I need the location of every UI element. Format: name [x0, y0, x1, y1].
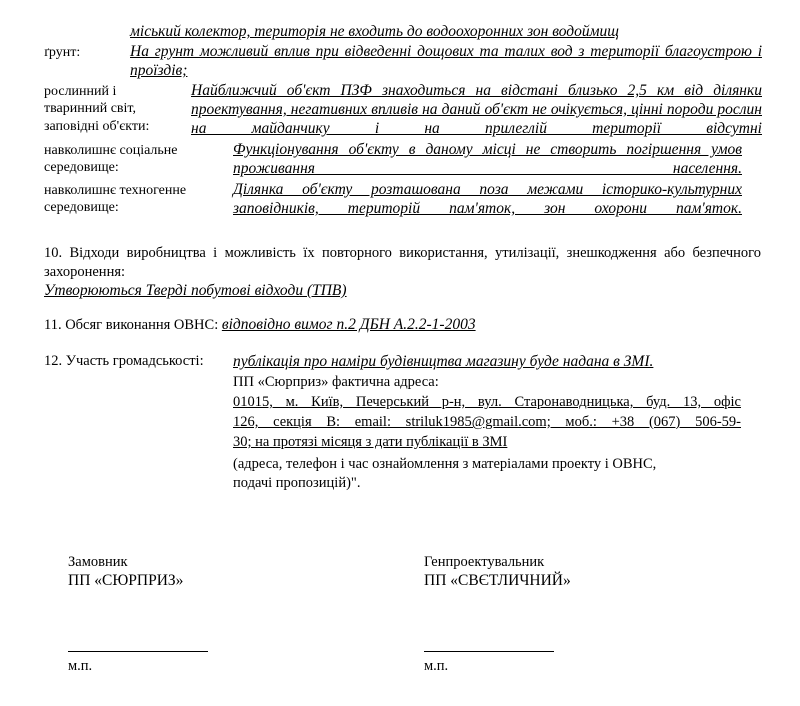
- flora-label-3: заповідні об'єкти:: [44, 119, 150, 134]
- item12-line-3: 126, секція В: email: striluk1985@gmail.com; моб.: +38 (067) 506-59-: [233, 414, 741, 430]
- item12-line-5: (адреса, телефон і час ознайомлення з матеріалами проекту і ОВНС,: [233, 456, 657, 472]
- customer-org: ПП «СЮРПРИЗ»: [68, 572, 184, 589]
- flora-label-1: рослинний і: [44, 84, 117, 99]
- flora-text: Найближчий об'єкт ПЗФ знаходиться на відстані близько 2,5 км від ділянки проектування, негативних впливів на даний об'єкт не очікується, цінні породи рослин на майданчику і на прилеглій території відсутні: [191, 82, 762, 137]
- social-label-1: навколишнє соціальне: [44, 143, 178, 158]
- customer-signature-line: [68, 651, 208, 652]
- designer-org: ПП «СВЄТЛИЧНИЙ»: [424, 572, 571, 589]
- item12-line-2: 01015, м. Київ, Печерський р-н, вул. Старонаводницька, буд. 13, офіс: [233, 394, 741, 410]
- soil-label: ґрунт:: [44, 45, 81, 60]
- item12-label: 12. Участь громадськості:: [44, 353, 204, 369]
- item11-row: [44, 315, 476, 335]
- item12-line-4: 30; на протязі місяця з дати публікації в ЗМІ: [233, 434, 508, 450]
- social-text: Функціонування об'єкту в даному місці не створить погіршення умов проживання населення.: [233, 141, 742, 177]
- top-continuation-text: міський колектор, територія не входить до водоохоронних зон водоймищ: [130, 23, 619, 40]
- item12-answer: публікація про наміри будівництва магазину буде надана в ЗМІ.: [233, 353, 654, 370]
- customer-stamp-label: м.п.: [68, 658, 93, 674]
- customer-role: Замовник: [68, 554, 128, 570]
- flora-label-2: тваринний світ,: [44, 101, 136, 116]
- social-label-2: середовище:: [44, 160, 119, 175]
- designer-role: Генпроектувальник: [424, 554, 545, 570]
- soil-text: На грунт можливий вплив при відведенні дощових та талих вод з території благоустрою і проїздів;: [130, 43, 762, 79]
- technogenic-label-2: середовище:: [44, 200, 119, 215]
- technogenic-label-1: навколишнє техногенне: [44, 183, 187, 198]
- item10-answer: Утворюються Тверді побутові відходи (ТПВ): [44, 282, 347, 299]
- item11-answer: відповідно вимог п.2 ДБН А.2.2-1-2003: [221, 316, 476, 333]
- item12-line-1: ПП «Сюрприз» фактична адреса:: [233, 374, 439, 390]
- item10-heading: 10. Відходи виробництва і можливість їх повторного використання, утилізації, знешкодження або безпечного захоронення:: [44, 245, 761, 280]
- designer-signature-line: [424, 651, 554, 652]
- item11-label: 11. Обсяг виконання ОВНС:: [44, 317, 219, 333]
- item12-line-6: подачі пропозицій)".: [233, 475, 361, 491]
- designer-stamp-label: м.п.: [424, 658, 449, 674]
- technogenic-text: Ділянка об'єкту розташована поза межами історико-культурних заповідників, територій пам'яток, зон охорони пам'яток.: [233, 181, 742, 217]
